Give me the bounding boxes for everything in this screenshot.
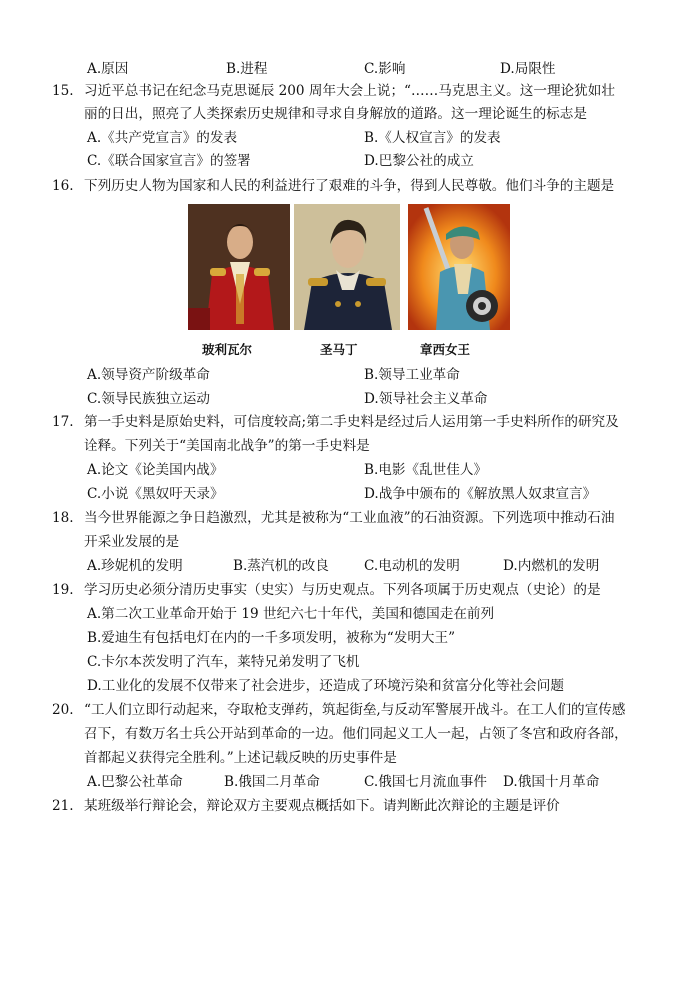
q15-number: 15. <box>52 83 74 99</box>
portrait-san-martin <box>294 204 400 330</box>
q14-option-b: B.进程 <box>226 61 268 77</box>
q18-option-a: A.珍妮机的发明 <box>87 558 183 574</box>
q20-option-c: C.俄国七月流血事件 <box>364 774 487 790</box>
q15-option-b: B.《人权宣言》的发表 <box>364 130 501 146</box>
caption-bolivar: 玻利瓦尔 <box>202 342 253 357</box>
caption-rani-of-jhansi: 章西女王 <box>420 342 471 357</box>
q14-option-a: A.原因 <box>87 61 129 77</box>
q15-stem-line-1: 习近平总书记在纪念马克思诞辰 200 周年大会上说；“……马克思主义。这一理论犹如壮 <box>84 83 615 99</box>
q15-option-c: C.《联合国家宣言》的签署 <box>87 153 251 169</box>
q17-option-a: A.论文《论美国内战》 <box>87 462 224 478</box>
q18-option-d: D.内燃机的发明 <box>503 558 600 574</box>
q20-stem-line-2: 召下，有数万名士兵公开站到革命的一边。他们同起义工人一起，占领了冬宫和政府各部， <box>84 726 628 742</box>
q20-number: 20. <box>52 702 74 718</box>
q19-option-a: A.第二次工业革命开始于 19 世纪六七十年代，美国和德国走在前列 <box>87 606 495 622</box>
q18-option-c: C.电动机的发明 <box>364 558 460 574</box>
q18-option-b: B.蒸汽机的改良 <box>233 558 329 574</box>
q19-stem-line-1: 学习历史必须分清历史事实（史实）与历史观点。下列各项属于历史观点（史论）的是 <box>84 582 601 598</box>
q17-number: 17. <box>52 414 74 430</box>
q16-option-c: C.领导民族独立运动 <box>87 391 210 407</box>
q20-stem-line-1: “工人们立即行动起来，夺取枪支弹药，筑起街垒,与反动军警展开战斗。在工人们的宣传感 <box>84 702 626 718</box>
q17-option-d: D.战争中颁布的《解放黑人奴隶宣言》 <box>364 486 597 502</box>
q17-option-c: C.小说《黑奴吁天录》 <box>87 486 224 502</box>
q14-option-d: D.局限性 <box>500 61 556 77</box>
q20-option-a: A.巴黎公社革命 <box>87 774 183 790</box>
q16-option-b: B.领导工业革命 <box>364 367 460 383</box>
q18-stem-line-2: 开采业发展的是 <box>84 534 180 550</box>
q16-stem-line-1: 下列历史人物为国家和人民的利益进行了艰难的斗争，得到人民尊敬。他们斗争的主题是 <box>84 178 615 194</box>
q19-option-b: B.爱迪生有包括电灯在内的一千多项发明，被称为“发明大王” <box>87 630 456 646</box>
q20-option-b: B.俄国二月革命 <box>224 774 320 790</box>
q15-stem-line-2: 丽的日出，照亮了人类探索历史规律和寻求自身解放的道路。这一理论诞生的标志是 <box>84 106 587 122</box>
portrait-rani-of-jhansi <box>408 204 510 330</box>
q17-option-b: B.电影《乱世佳人》 <box>364 462 488 478</box>
q20-option-d: D.俄国十月革命 <box>503 774 600 790</box>
q16-number: 16. <box>52 178 74 194</box>
q20-stem-line-3: 首都起义获得完全胜利。”上述记载反映的历史事件是 <box>84 750 397 766</box>
q18-number: 18. <box>52 510 74 526</box>
q16-option-d: D.领导社会主义革命 <box>364 391 488 407</box>
q17-stem-line-2: 诠释。下列关于“美国南北战争”的第一手史料是 <box>84 438 370 454</box>
q17-stem-line-1: 第一手史料是原始史料，可信度较高;第二手史料是经过后人运用第一手史料所作的研究及 <box>84 414 619 430</box>
q14-option-c: C.影响 <box>364 61 406 77</box>
q16-option-a: A.领导资产阶级革命 <box>87 367 210 383</box>
q21-stem-line-1: 某班级举行辩论会，辩论双方主要观点概括如下。请判断此次辩论的主题是评价 <box>84 798 560 814</box>
historical-portraits <box>188 204 510 357</box>
q19-option-c: C.卡尔本茨发明了汽车，莱特兄弟发明了飞机 <box>87 654 360 670</box>
portrait-bolivar <box>188 204 290 330</box>
q15-option-d: D.巴黎公社的成立 <box>364 153 474 169</box>
caption-san-martin: 圣马丁 <box>320 342 358 357</box>
q18-stem-line-1: 当今世界能源之争日趋激烈，尤其是被称为“工业血液”的石油资源。下列选项中推动石油 <box>84 510 615 526</box>
q19-number: 19. <box>52 582 74 598</box>
q15-option-a: A.《共产党宣言》的发表 <box>87 130 238 146</box>
q19-option-d: D.工业化的发展不仅带来了社会进步，还造成了环境污染和贫富分化等社会问题 <box>87 678 564 694</box>
q21-number: 21. <box>52 798 74 814</box>
